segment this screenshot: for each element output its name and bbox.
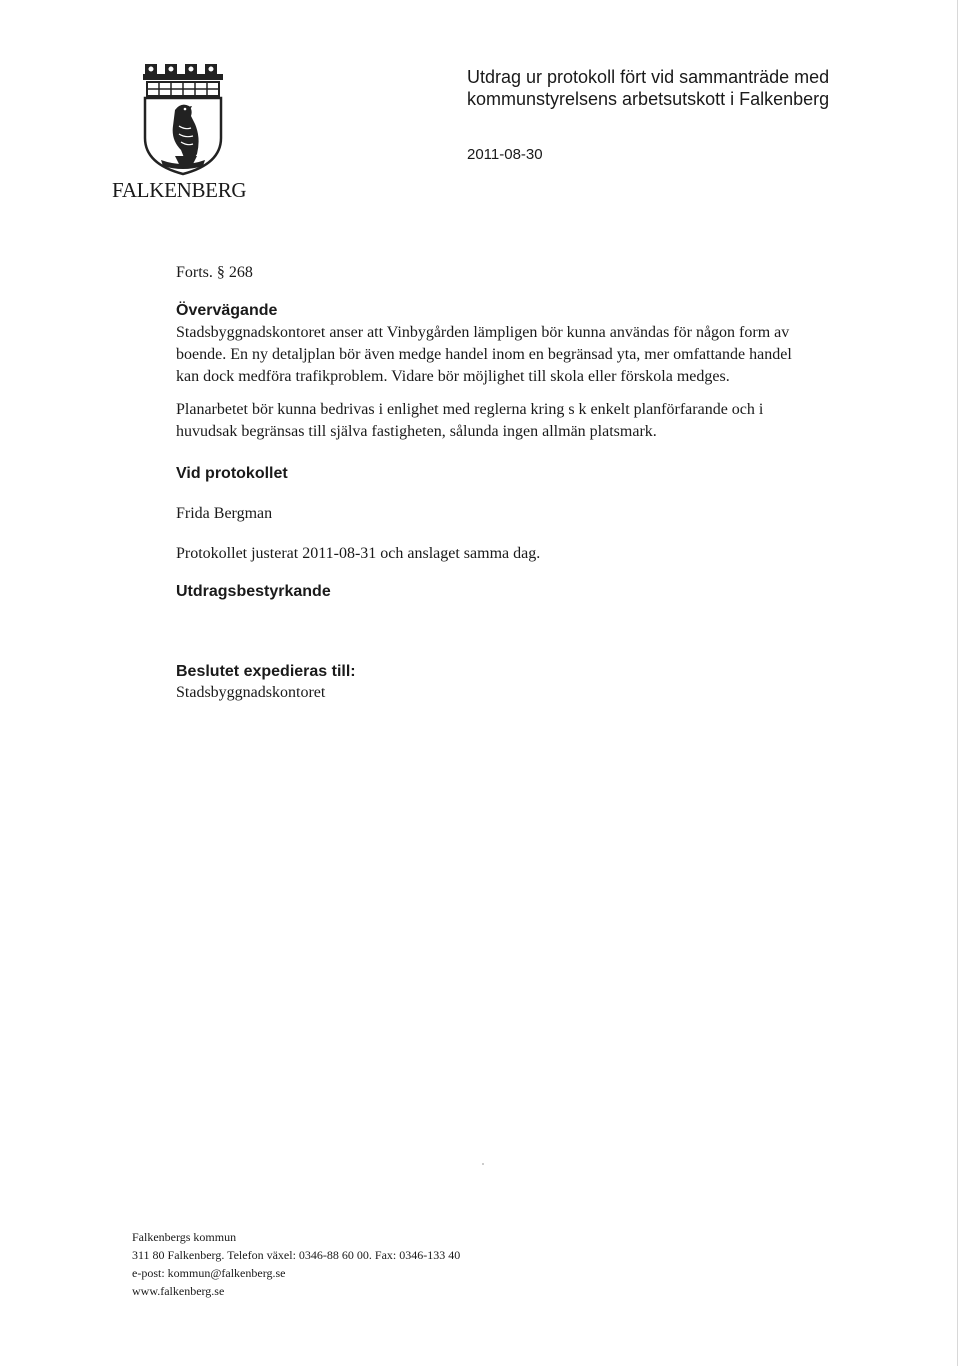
document-title [467, 66, 829, 110]
scan-speck [482, 1163, 484, 1165]
secretary-name: Frida Bergman [176, 505, 273, 522]
crest-falcon-icon [135, 60, 231, 176]
paragraph-line: kan dock medföra trafikproblem. Vidare bör möjlighet till skola eller förskola medges. [176, 368, 730, 385]
paragraph-line: huvudsak begränsas till själva fastigheten, sålunda ingen allmän platsmark. [176, 423, 657, 440]
footer-org: Falkenbergs kommun [132, 1230, 237, 1244]
heading-vid-protokollet: Vid protokollet [176, 465, 288, 482]
scan-edge-line [957, 0, 958, 1366]
meeting-date: 2011-08-30 [467, 146, 543, 163]
paragraph-considerations [176, 322, 856, 388]
footer-web: www.falkenberg.se [132, 1284, 225, 1298]
paragraph-line: Stadsbyggnadskontoret anser att Vinbygården lämpligen bör kunna användas för någon form av [176, 324, 790, 341]
heading-utdragsbestyrkande: Utdragsbestyrkande [176, 583, 331, 600]
municipality-name: FALKENBERG [112, 178, 247, 202]
crown-icon [143, 64, 223, 80]
heading-beslutet-expedieras: Beslutet expedieras till: [176, 663, 356, 680]
paragraph-line: boende. En ny detaljplan bör även medge handel inom en begränsad yta, mer omfattande handel [176, 346, 792, 363]
recipient: Stadsbyggnadskontoret [176, 684, 326, 701]
adjustment-note: Protokollet justerat 2011-08-31 och anslaget samma dag. [176, 545, 541, 562]
title-line-2: kommunstyrelsens arbetsutskott i Falkenberg [467, 89, 830, 109]
continuation-reference: Forts. § 268 [176, 264, 253, 281]
footer-email: e-post: kommun@falkenberg.se [132, 1266, 286, 1280]
municipality-crest [108, 60, 258, 176]
paragraph-planning [176, 399, 856, 443]
paragraph-line: Planarbetet bör kunna bedrivas i enlighet med reglerna kring s k enkelt planförfarande och i [176, 401, 764, 418]
footer-address: 311 80 Falkenberg. Telefon växel: 0346-88 60 00. Fax: 0346-133 40 [132, 1248, 461, 1262]
footer-contact [132, 1228, 460, 1300]
heading-overvagande: Övervägande [176, 302, 278, 319]
title-line-1: Utdrag ur protokoll fört vid sammanträde med [467, 67, 830, 87]
